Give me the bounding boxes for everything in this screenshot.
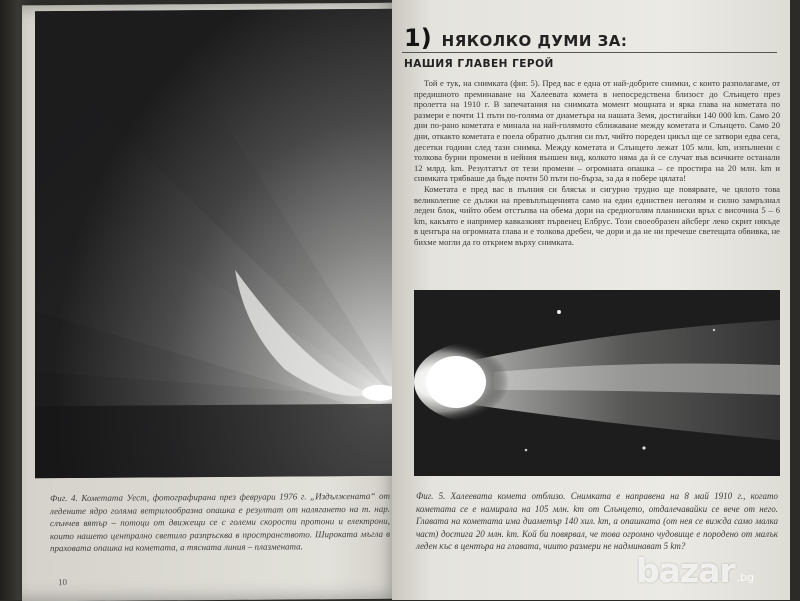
chapter-title: НЯКОЛКО ДУМИ ЗА: xyxy=(441,32,628,50)
watermark-suffix: .bg xyxy=(736,570,755,584)
watermark-text: bazar xyxy=(636,550,735,590)
page-number: 10 xyxy=(58,577,67,588)
left-page xyxy=(22,3,405,601)
comet-west-image xyxy=(35,9,398,479)
comet-west-photo xyxy=(35,9,398,479)
body-text xyxy=(414,78,780,248)
paragraph: Кометата е пред вас в пълния си блясък и сигурно трудно ще повярвате, че цялото това великолепие се дължи на превъплъщенията само на един единствен неголям и силно замръзнал леден блок, чийто обем отстъпва на обема дори на средноголям планински връх с височина 5 – 6 km, какъвто е например кавказкият първенец Елбрус. Този своеобразен айсберг леко скрит някъде в центъра на огромната глава и е толкова дребен, че дори и да не ни пречеше светещата обвивка, не бихме могли да го открием върху снимката. xyxy=(414,183,780,247)
right-page xyxy=(392,0,790,600)
bazar-watermark-logo xyxy=(636,548,786,592)
paragraph: Той е тук, на снимката (фиг. 5). Пред вас е една от най-добрите снимки, с които разполагаме, от предишното преминаване на Халеевата комета в непосредствена близост до Слънцето през пролетта на 1910 г. В запечатания на снимката момент мощната и ярка глава на кометата по размери е почти 11 пъти по-голяма от диаметъра на нашата Земя, достигайки 140 000 km. Само 20 дни по-рано кометата е минала на най-голямото сближаване между кометата и Слънцето. Само 20 дни, откакто кометата е поела обратно дългия си път, чийто пореден цикъл ще се затвори едва сега, десетки години след тази снимка. Между кометата и Слънцето лежат 105 млн. km, изпълнени с толкова бурни промени в нейния външен вид, колкото няма да ѝ се случат във всичките останали 12 млрд. km. Резултатът от тези промени – огромната опашка – се простира на 20 млн. km и снимката трябваше да бъде почти 50 пъти по-бързa, за да я побере цялата! xyxy=(414,78,780,184)
figure-5-caption: Фиг. 5. Халеевата комета отблизо. Снимката е направена на 8 май 1910 г., когато кометата се е намирала на 105 млн. km от Слънцето, отдалечавайки се вече от него. Главата на кометата има диаметър 140 хил. km, а опашката (от нея се вижда само малка част) достига 20 млн. km. Кой би повярвал, че това огромно чудовище е породено от малък леден къс в центъра на главата, чиито размери не надминават 5 km? xyxy=(416,491,778,552)
chapter-number: 1) xyxy=(404,24,432,52)
chapter-subtitle: НАШИЯ ГЛАВЕН ГЕРОЙ xyxy=(404,58,554,70)
halley-comet-image xyxy=(414,290,780,476)
chapter-heading xyxy=(404,24,774,52)
heading-rule xyxy=(402,52,777,53)
figure-4-caption: Фиг. 4. Кометата Уест, фотографирана през февруари 1976 г. „Издължената“ от ледените ядро голяма ветрилообразна опашка е резултат от налягането на т. нар. слънчев вятър – потоци от движещи се с големи скорости протони и електрони, които нашето централно светило разпръсква в пространството. Широката мъгла в праховата опашка на кометата, а тясната линия – плазмената. xyxy=(50,490,390,554)
halley-comet-photo xyxy=(414,290,780,476)
